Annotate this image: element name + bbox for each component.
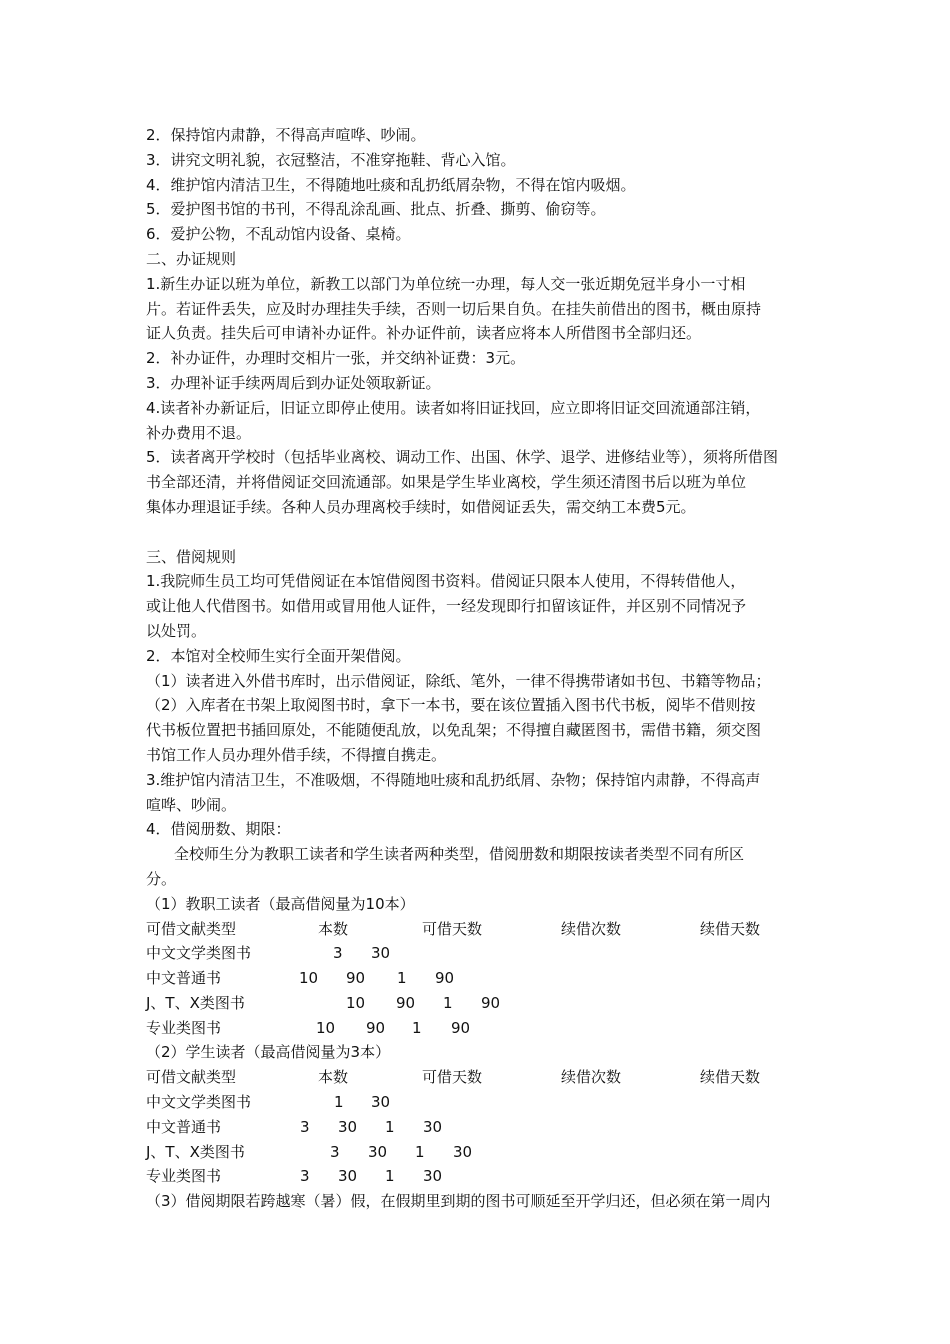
row-label: 中文文学类图书 [146,944,252,963]
table-row [146,1016,818,1041]
staff-table-header [146,917,818,942]
reader-types-paragraph [146,842,818,892]
text-line: 二、办证规则 [146,249,237,268]
text-line: 1.新生办证以班为单位，新教工以部门为单位统一办理，每人交一张近期免冠半身小一寸相 [146,274,746,293]
row-value: 1 [397,969,407,988]
table-row [146,1090,818,1115]
text-line: 3．讲究文明礼貌，衣冠整洁，不准穿拖鞋、背心入馆。 [146,150,516,169]
text-line: 或让他人代借图书。如借用或冒用他人证件，一经发现即行扣留该证件，并区别不同情况予 [146,597,747,616]
row-label: 中文普通书 [146,1117,222,1136]
row-label: 中文普通书 [146,969,222,988]
header-count: 本数 [318,1068,349,1087]
header-days: 可借天数 [422,1068,483,1087]
header-renew-times: 续借次数 [561,919,622,938]
row-value: 90 [346,969,366,988]
row-value: 10 [299,969,319,988]
text-line: 1.我院师生员工均可凭借阅证在本馆借阅图书资料。借阅证只限本人使用，不得转借他人， [146,572,746,591]
student-loan-table [146,1040,818,1189]
text-line: （3）借阅期限若跨越寒（暑）假，在假期里到期的图书可顺延至开学归还，但必须在第一周内 [146,1192,771,1211]
row-value: 30 [368,1142,388,1161]
row-value: 90 [396,993,416,1012]
text-line: 5．读者离开学校时（包括毕业离校、调动工作、出国、休学、退学、进修结业等），须将所借图 [146,448,779,467]
table-row [146,1140,818,1165]
row-value: 1 [334,1093,344,1112]
table-row [146,991,818,1016]
table-row [146,941,818,966]
header-count: 本数 [318,919,349,938]
text-line: 2．保持馆内肃静，不得高声喧哗、吵闹。 [146,126,426,144]
row-value: 3 [330,1142,340,1161]
row-label: J、T、X类图书 [146,1142,245,1161]
table-row [146,1115,818,1140]
row-value: 10 [316,1018,336,1037]
text-line: 书全部还清，并将借阅证交回流通部。如果是学生毕业离校，学生须还清图书后以班为单位 [146,473,747,492]
text-line: 3．办理补证手续两周后到办证处领取新证。 [146,373,441,392]
row-value: 90 [481,993,501,1012]
text-line: 书馆工作人员办理外借手续，不得擅自携走。 [146,745,447,764]
row-label: 专业类图书 [146,1167,222,1186]
document-page [146,123,818,1214]
row-value: 10 [346,993,366,1012]
row-value: 90 [366,1018,386,1037]
row-value: 1 [412,1018,422,1037]
text-line: 片。若证件丢失，应及时办理挂失手续，否则一切后果自负。在挂失前借出的图书，概由原持 [146,299,762,318]
table-row [146,966,818,991]
blank-line [146,520,818,545]
text-line: （2）入库者在书架上取阅图书时，拿下一本书，要在该位置插入图书代书板，阅毕不借则按 [146,696,756,715]
row-value: 1 [385,1117,395,1136]
text-line: （1）读者进入外借书库时，出示借阅证，除纸、笔外，一律不得携带诸如书包、书籍等物品； [146,671,771,690]
text-line: 4．借阅册数、期限： [146,820,291,839]
student-table-title: （2）学生读者（最高借阅量为3本） [146,1043,391,1062]
text-line: 4．维护馆内清洁卫生，不得随地吐痰和乱扔纸屑杂物，不得在馆内吸烟。 [146,175,636,194]
row-value: 1 [385,1167,395,1186]
row-value: 30 [423,1117,443,1136]
row-value: 30 [423,1167,443,1186]
text-line: 4.读者补办新证后，旧证立即停止使用。读者如将旧证找回，应立即将旧证交回流通部注销， [146,398,761,417]
text-line: 5．爱护图书馆的书刊，不得乱涂乱画、批点、折叠、撕剪、偷窃等。 [146,200,606,219]
row-value: 3 [300,1117,310,1136]
text-line: 证人负责。挂失后可申请补办证件。补办证件前，读者应将本人所借图书全部归还。 [146,324,702,343]
text-line: 全校师生分为教职工读者和学生读者两种类型，借阅册数和期限按读者类型不同有所区 [174,845,745,864]
text-line: 2．补办证件，办理时交相片一张，并交纳补证费：3元。 [146,349,526,368]
header-renew-days: 续借天数 [700,919,761,938]
staff-loan-table [146,892,818,1041]
text-line: 喧哗、吵闹。 [146,795,237,814]
header-doc-type: 可借文献类型 [146,1068,237,1087]
row-value: 90 [451,1018,471,1037]
text-line: 代书板位置把书插回原处，不能随便乱放，以免乱架；不得擅自藏匿图书，需借书籍，须交图 [146,721,762,740]
row-value: 30 [338,1167,358,1186]
header-doc-type: 可借文献类型 [146,919,237,938]
row-label: J、T、X类图书 [146,993,245,1012]
row-value: 30 [371,944,391,963]
row-value: 90 [435,969,455,988]
text-line: 三、借阅规则 [146,547,237,566]
loan-period-holiday-note [146,1189,818,1214]
text-line: 集体办理退证手续。各种人员办理离校手续时，如借阅证丢失，需交纳工本费5元。 [146,497,696,516]
table-row [146,1164,818,1189]
borrowing-rules [146,545,818,843]
header-renew-days: 续借天数 [700,1068,761,1087]
row-value: 3 [300,1167,310,1186]
text-line: 补办费用不退。 [146,423,252,442]
row-value: 30 [338,1117,358,1136]
row-value: 1 [415,1142,425,1161]
text-line: 3.维护馆内清洁卫生，不准吸烟，不得随地吐痰和乱扔纸屑、杂物；保持馆内肃静，不得高声 [146,770,761,789]
row-value: 3 [333,944,343,963]
header-renew-times: 续借次数 [561,1068,622,1087]
library-rules-and-card-rules [146,123,818,520]
text-line: 以处罚。 [146,621,207,640]
student-table-header [146,1065,818,1090]
row-value: 30 [371,1093,391,1112]
row-value: 1 [443,993,453,1012]
row-value: 30 [453,1142,473,1161]
staff-table-title: （1）教职工读者（最高借阅量为10本） [146,894,415,913]
text-line: 分。 [146,869,177,888]
header-days: 可借天数 [422,919,483,938]
row-label: 专业类图书 [146,1018,222,1037]
row-label: 中文文学类图书 [146,1093,252,1112]
text-line: 2．本馆对全校师生实行全面开架借阅。 [146,646,411,665]
text-line: 6．爱护公物，不乱动馆内设备、桌椅。 [146,225,411,244]
